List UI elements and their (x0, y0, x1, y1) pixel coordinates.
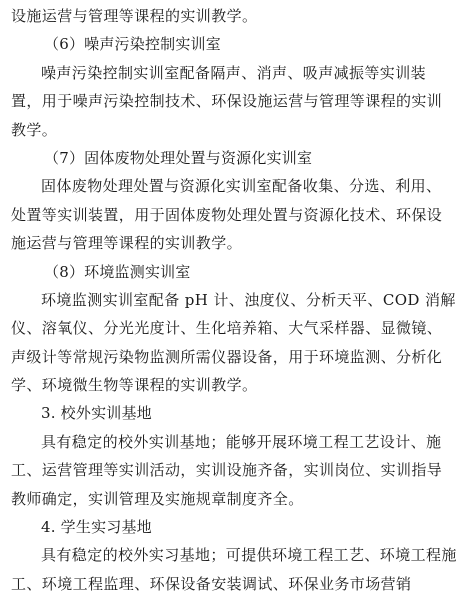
paragraph-line: 噪声污染控制实训室配备隔声、消声、吸声减振等实训装 (41, 63, 427, 82)
section-heading-internship-base: 4. 学生实习基地 (41, 518, 152, 537)
paragraph-line: 环境监测实训室配备 pH 计、浊度仪、分析天平、COD 消解 (41, 290, 456, 309)
text-line: 学、环境微生物等课程的实训教学。 (11, 376, 258, 395)
text-line: 置，用于噪声污染控制技术、环保设施运营与管理等课程的实训 (11, 92, 443, 111)
text-line: 教学。 (11, 120, 58, 139)
paragraph-line: 具有稳定的校外实训基地；能够开展环境工程工艺设计、施 (41, 432, 442, 451)
text-line: 教师确定，实训管理及实施规章制度齐全。 (11, 489, 304, 508)
text-line: 施运营与管理等课程的实训教学。 (11, 234, 243, 253)
text-line: 工、环境工程监理、环保设备安装调试、环保业务市场营销 (11, 574, 412, 593)
text-line: 声级计等常规污染物监测所需仪器设备，用于环境监测、分析化 (11, 347, 443, 366)
text-line: 工、运营管理等实训活动，实训设施齐备，实训岗位、实训指导 (11, 461, 443, 480)
section-heading-solid-waste-lab: （7）固体废物处理处置与资源化实训室 (44, 148, 313, 167)
paragraph-line: 具有稳定的校外实习基地；可提供环境工程工艺、环境工程施 (41, 546, 457, 565)
text-line: 仪、溶氧仪、分光光度计、生化培养箱、大气采样器、显微镜、 (11, 319, 443, 338)
section-heading-monitoring-lab: （8）环境监测实训室 (44, 262, 191, 281)
text-line: 处置等实训装置，用于固体废物处理处置与资源化技术、环保设 (11, 205, 443, 224)
section-heading-noise-lab: （6）噪声污染控制实训室 (44, 35, 221, 54)
text-line: 设施运营与管理等课程的实训教学。 (11, 7, 258, 25)
paragraph-line: 固体废物处理处置与资源化实训室配备收集、分选、利用、 (41, 177, 442, 196)
section-heading-offsite-training-base: 3. 校外实训基地 (41, 404, 152, 423)
